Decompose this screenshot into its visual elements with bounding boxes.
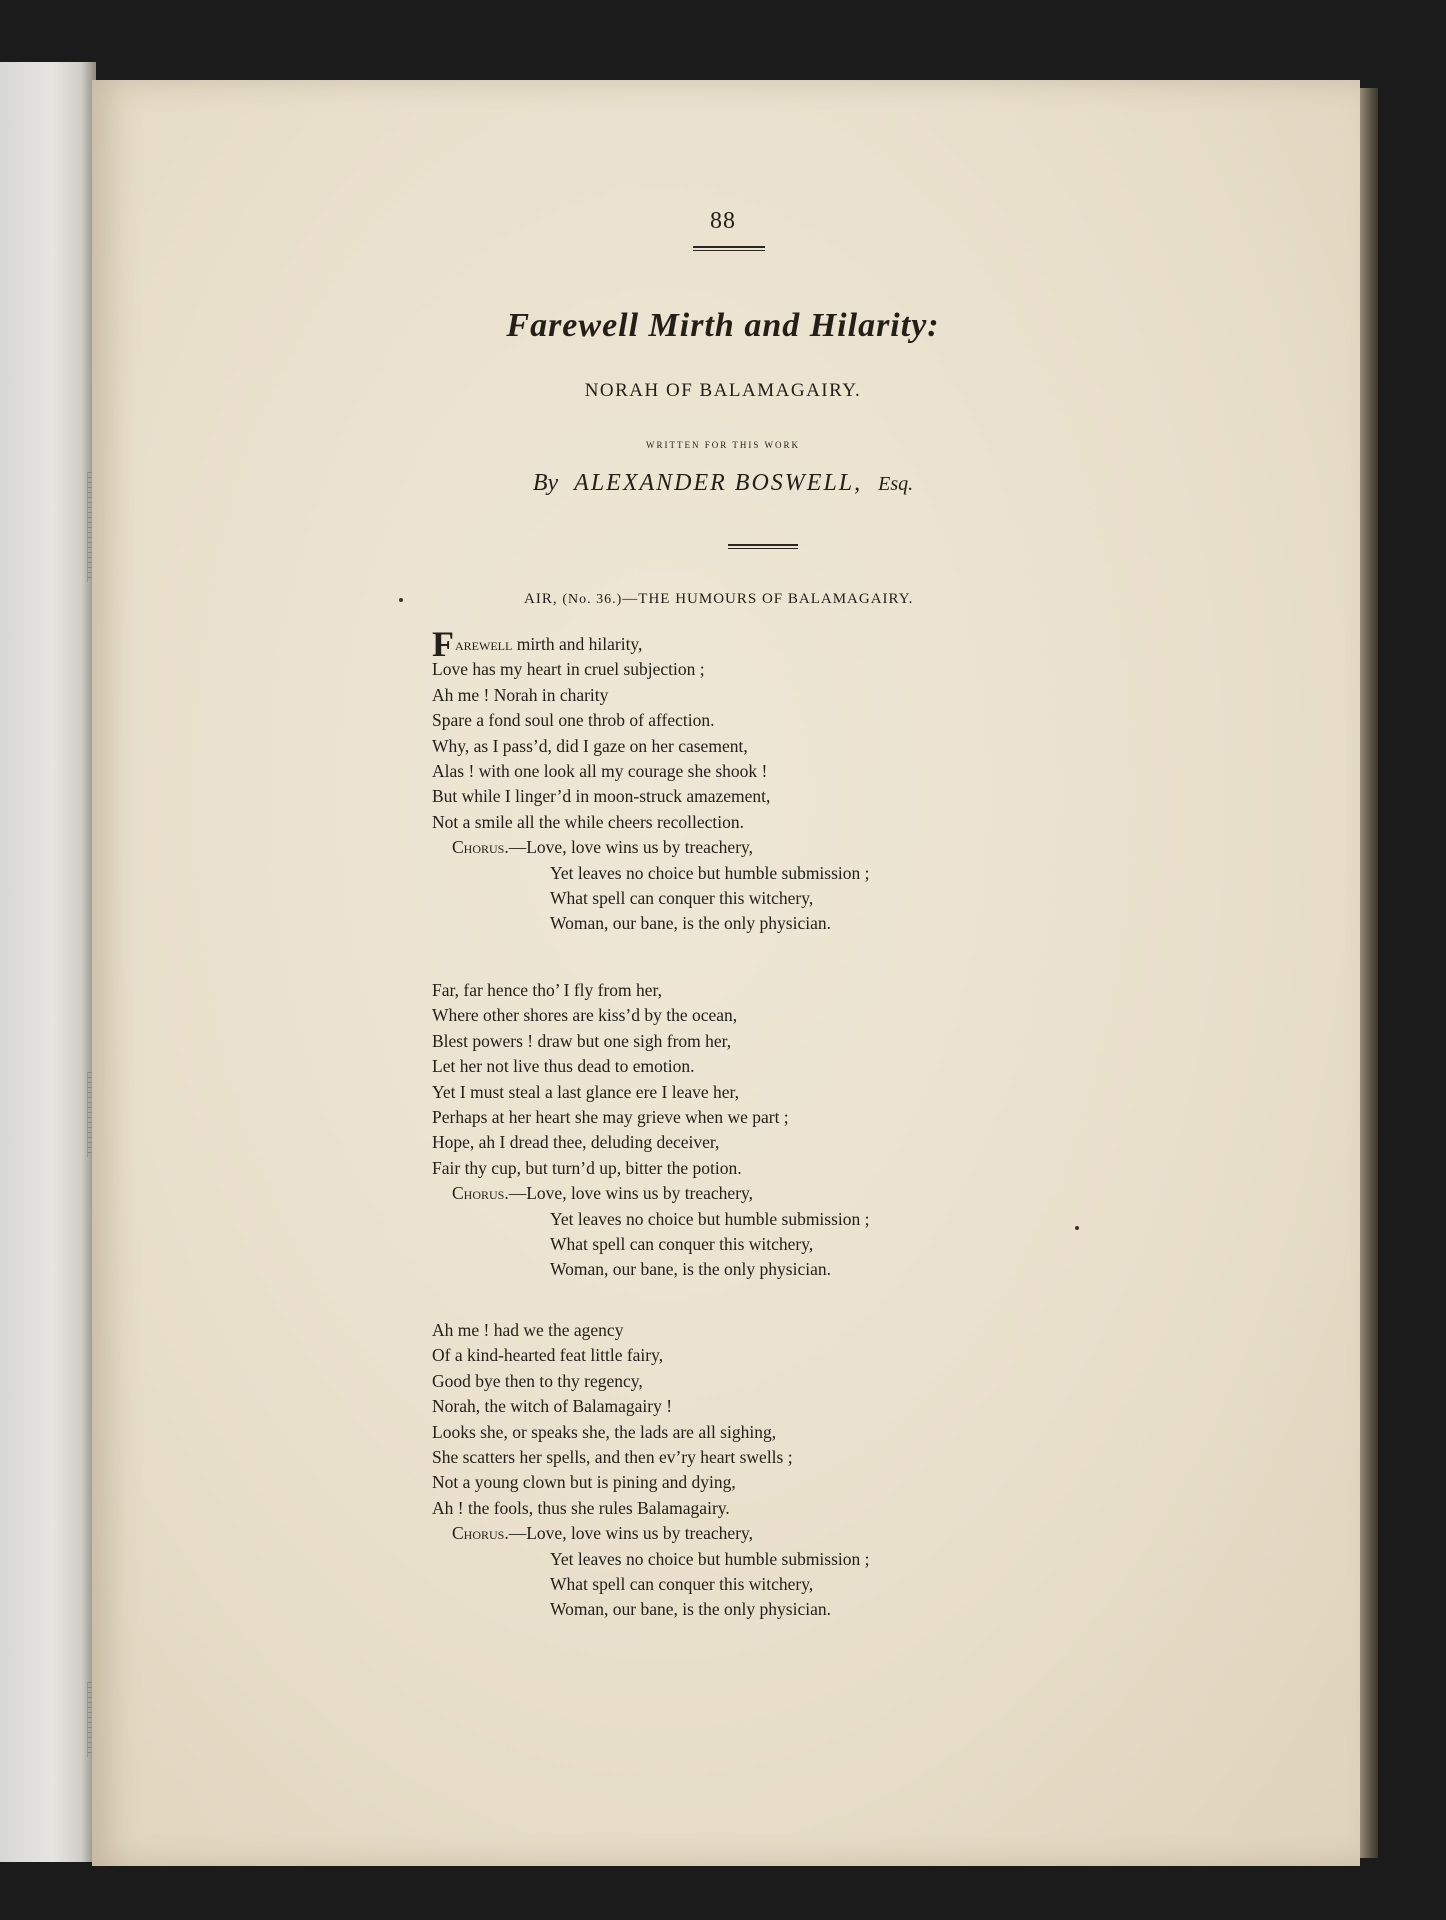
chorus-label: Chorus. — [452, 837, 509, 858]
written-note: WRITTEN FOR THIS WORK — [646, 440, 800, 450]
song-subtitle: NORAH OF BALAMAGAIRY. — [584, 380, 862, 401]
section-rule — [728, 544, 798, 548]
verse-line: Spare a fond soul one throb of affection. — [432, 710, 715, 731]
chorus-line: Woman, our bane, is the only physician. — [550, 1259, 831, 1280]
verse-line: Ah ! the fools, thus she rules Balamagairy. — [432, 1497, 730, 1518]
verse-line: Let her not live thus dead to emotion. — [432, 1056, 695, 1077]
chorus-line: Yet leaves no choice but humble submission ; — [550, 862, 870, 883]
header-rule — [693, 246, 765, 250]
air-line — [524, 591, 913, 608]
air-name: —THE HUMOURS OF BALAMAGAIRY. — [622, 591, 914, 607]
chorus-text: —Love, love wins us by treachery, — [508, 837, 754, 858]
chorus-text: —Love, love wins us by treachery, — [508, 1523, 754, 1544]
author-suffix: Esq. — [878, 473, 914, 495]
chorus-line: Woman, our bane, is the only physician. — [550, 1599, 831, 1620]
chorus-line: Yet leaves no choice but humble submission ; — [550, 1548, 870, 1569]
stanza-3 — [432, 1318, 870, 1623]
song-title: Farewell Mirth and Hilarity: — [506, 307, 940, 344]
verse-line: Yet I must steal a last glance ere I leave her, — [432, 1081, 740, 1102]
chorus-first-line — [452, 1181, 870, 1206]
first-line-rest: mirth and hilarity, — [512, 633, 643, 654]
verse-line: Alas ! with one look all my courage she shook ! — [432, 760, 768, 781]
ink-speck — [399, 598, 403, 602]
drop-cap: F — [432, 624, 454, 665]
chorus-label: Chorus. — [452, 1523, 509, 1544]
stanza-first-line — [432, 624, 870, 665]
verse-line: Norah, the witch of Balamagairy ! — [432, 1396, 673, 1417]
chorus-line: What spell can conquer this witchery, — [550, 1573, 814, 1594]
air-number: (No. 36.) — [562, 592, 623, 607]
verse-line: Of a kind-hearted feat little fairy, — [432, 1345, 664, 1366]
verse-line: Perhaps at her heart she may grieve when we part ; — [432, 1106, 789, 1127]
verse-line: But while I linger’d in moon-struck amazement, — [432, 786, 771, 807]
stanza-1 — [432, 624, 870, 937]
verse-line: Ah me ! had we the agency — [432, 1320, 624, 1340]
verse-line: Ah me ! Norah in charity — [432, 684, 609, 705]
verse-line: Not a smile all the while cheers recollection. — [432, 811, 744, 832]
chorus-first-line — [452, 1521, 870, 1546]
verse-line: Not a young clown but is pining and dying, — [432, 1472, 736, 1493]
verse-line: Love has my heart in cruel subjection ; — [432, 659, 705, 680]
chorus-line: Woman, our bane, is the only physician. — [550, 913, 831, 934]
verse-line: Good bye then to thy regency, — [432, 1370, 643, 1391]
verse-line: Fair thy cup, but turn’d up, bitter the potion. — [432, 1157, 742, 1178]
author-by: By — [532, 470, 559, 496]
verse-line: Blest powers ! draw but one sigh from her, — [432, 1030, 732, 1051]
verse-line: Far, far hence tho’ I fly from her, — [432, 980, 663, 1000]
page-number: 88 — [710, 208, 736, 234]
stanza-2 — [432, 978, 870, 1283]
verse-line: Hope, ah I dread thee, deluding deceiver, — [432, 1132, 720, 1153]
chorus-text: —Love, love wins us by treachery, — [508, 1183, 754, 1204]
verse-line: Why, as I pass’d, did I gaze on her casement, — [432, 735, 748, 756]
chorus-line: What spell can conquer this witchery, — [550, 1233, 814, 1254]
verse-line: Where other shores are kiss’d by the ocean, — [432, 1005, 738, 1026]
first-word: arewell — [455, 633, 513, 654]
author-name: ALEXANDER BOSWELL, — [574, 470, 863, 496]
verse-line: She scatters her spells, and then ev’ry heart swells ; — [432, 1446, 793, 1467]
chorus-first-line — [452, 835, 870, 860]
chorus-label: Chorus. — [452, 1183, 509, 1204]
air-prefix: AIR, — [524, 591, 558, 607]
verse-line: Looks she, or speaks she, the lads are all sighing, — [432, 1421, 777, 1442]
ink-speck — [1075, 1226, 1079, 1230]
chorus-line: Yet leaves no choice but humble submission ; — [550, 1208, 870, 1229]
chorus-line: What spell can conquer this witchery, — [550, 887, 814, 908]
author-line — [0, 470, 1446, 497]
